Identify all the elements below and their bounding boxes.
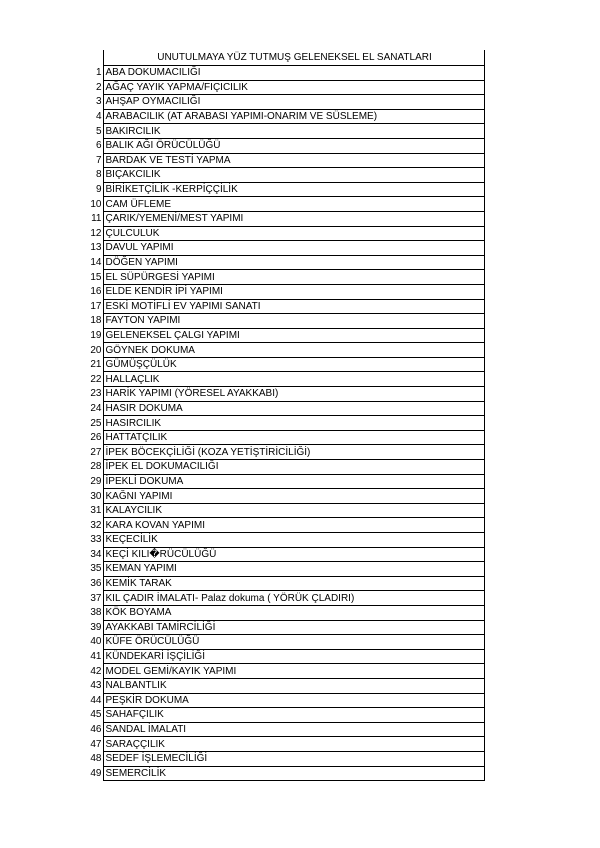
craft-name: BALIK AĞI ÖRÜCÜLÜĞÜ [103,138,484,153]
table-row [88,401,484,416]
table-row [88,576,484,591]
spreadsheet-page [88,50,484,781]
table-row [88,357,484,372]
row-number: 8 [95,169,102,181]
craft-name: KAĞNI YAPIMI [103,489,484,504]
row-number: 3 [95,96,102,108]
row-number: 14 [90,257,102,269]
row-number: 32 [90,519,102,531]
row-number: 15 [90,271,102,283]
table-row [88,591,484,606]
row-number: 31 [90,505,102,517]
table-row [88,372,484,387]
row-number: 35 [90,563,102,575]
table-row [88,270,484,285]
table-header-row [88,50,484,66]
table-row [88,722,484,737]
row-number: 37 [90,592,102,604]
table-row [88,197,484,212]
row-number: 25 [90,417,102,429]
craft-name: ÇARIK/YEMENİ/MEST YAPIMI [103,211,484,226]
craft-name: İPEK BÖCEKÇİLİĞİ (KOZA YETİŞTİRİCİLİĞİ) [103,445,484,460]
table-row [88,66,484,81]
craft-name: İPEKLİ DOKUMA [103,474,484,489]
craft-name: ELDE KENDİR İPİ YAPIMI [103,284,484,299]
craft-name: NALBANTLIK [103,678,484,693]
row-number: 5 [95,125,102,137]
craft-name: BARDAK VE TESTİ YAPMA [103,153,484,168]
row-number: 6 [95,140,102,152]
row-number: 33 [90,534,102,546]
craft-name: BİRİKETÇİLİK -KERPİÇÇİLİK [103,182,484,197]
craft-name: HALLAÇLIK [103,372,484,387]
craft-name: FAYTON YAPIMI [103,314,484,329]
row-number: 10 [90,198,102,210]
craft-name: KIL ÇADIR İMALATI- Palaz dokuma ( YÖRÜK ÇLADIRI) [103,591,484,606]
table-row [88,664,484,679]
row-number: 34 [90,548,102,560]
craft-name: EL SÜPÜRGESİ YAPIMI [103,270,484,285]
row-number: 16 [90,286,102,298]
craft-name: KEMİK TARAK [103,576,484,591]
row-number: 29 [90,475,102,487]
table-row [88,489,484,504]
craft-name: DAVUL YAPIMI [103,241,484,256]
row-number: 39 [90,621,102,633]
craft-name: SAHAFÇILIK [103,708,484,723]
table-row [88,124,484,139]
row-number: 22 [90,373,102,385]
table-row [88,620,484,635]
row-number: 48 [90,753,102,765]
table-row [88,649,484,664]
row-number: 21 [90,359,102,371]
table-row [88,416,484,431]
craft-name: ABA DOKUMACILIĞI [103,66,484,81]
craft-name: ARABACILIK (AT ARABASI YAPIMI-ONARIM VE SÜSLEME) [103,109,484,124]
craft-name: SEMERCİLİK [103,766,484,781]
table-row [88,430,484,445]
table-row [88,518,484,533]
row-number: 11 [91,213,102,225]
craft-name: PEŞKİR DOKUMA [103,693,484,708]
row-number: 13 [90,242,102,254]
craft-name: BIÇAKCILIK [103,168,484,183]
table-row [88,314,484,329]
craft-name: ÇULCULUK [103,226,484,241]
table-row [88,693,484,708]
craft-name: KÜFE ÖRÜCÜLÜĞÜ [103,635,484,650]
craft-name: KEMAN YAPIMI [103,562,484,577]
table-row [88,751,484,766]
row-number: 17 [90,300,102,312]
craft-name: SEDEF İŞLEMECİLİĞİ [103,751,484,766]
row-number: 7 [95,154,102,166]
row-number: 12 [90,227,102,239]
row-number: 49 [90,767,102,779]
craft-name: BAKIRCILIK [103,124,484,139]
table-row [88,299,484,314]
craft-name: KARA KOVAN YAPIMI [103,518,484,533]
craft-name: GÜMÜŞÇÜLÜK [103,357,484,372]
row-number: 26 [90,432,102,444]
table-row [88,766,484,781]
row-number: 9 [95,184,102,196]
craft-name: SANDAL İMALATI [103,722,484,737]
craft-name: KÜNDEKARİ İŞÇİLİĞİ [103,649,484,664]
craft-name: AYAKKABI TAMİRCİLİĞİ [103,620,484,635]
table-row [88,153,484,168]
craft-name: DÖĞEN YAPIMI [103,255,484,270]
table-row [88,460,484,475]
row-number: 42 [90,665,102,677]
row-number: 41 [90,651,102,663]
table-row [88,533,484,548]
table-row [88,241,484,256]
row-number: 4 [95,111,102,123]
table-row [88,182,484,197]
row-number: 23 [90,388,102,400]
table-row [88,95,484,110]
craft-name: İPEK EL DOKUMACILIĞI [103,460,484,475]
table-row [88,547,484,562]
craft-name: AĞAÇ YAYIK YAPMA/FIÇICILIK [103,80,484,95]
row-number: 43 [90,680,102,692]
row-number: 36 [90,578,102,590]
row-number: 27 [90,446,102,458]
table-row [88,605,484,620]
craft-name: ESKİ MOTİFLİ EV YAPIMI SANATI [103,299,484,314]
table-row [88,226,484,241]
craft-name: AHŞAP OYMACILIĞI [103,95,484,110]
row-number: 30 [90,490,102,502]
table-row [88,503,484,518]
row-number: 47 [90,738,102,750]
table-row [88,708,484,723]
table-row [88,138,484,153]
craft-name: CAM ÜFLEME [103,197,484,212]
crafts-table [88,50,485,781]
table-row [88,168,484,183]
table-row [88,474,484,489]
row-number: 1 [95,67,102,79]
table-row [88,343,484,358]
craft-name: KALAYCILIK [103,503,484,518]
row-number: 24 [90,402,102,414]
craft-name: SARAÇÇILIK [103,737,484,752]
table-row [88,445,484,460]
row-number: 19 [90,329,102,341]
row-number: 40 [90,636,102,648]
craft-name: HATTATÇILIK [103,430,484,445]
craft-name: KEÇİ KILI�RÜCÜLÜĞÜ [103,547,484,562]
row-number: 46 [90,724,102,736]
table-row [88,562,484,577]
table-row [88,211,484,226]
row-number: 38 [90,607,102,619]
row-number: 44 [90,694,102,706]
table-row [88,737,484,752]
craft-name: MODEL GEMİ/KAYIK YAPIMI [103,664,484,679]
table-row [88,109,484,124]
craft-name: GELENEKSEL ÇALGI YAPIMI [103,328,484,343]
row-number: 20 [90,344,102,356]
craft-name: KÖK BOYAMA [103,605,484,620]
row-number: 18 [90,315,102,327]
table-row [88,80,484,95]
craft-name: HARİK YAPIMI (YÖRESEL AYAKKABI) [103,387,484,402]
table-row [88,635,484,650]
table-row [88,255,484,270]
table-title: UNUTULMAYA YÜZ TUTMUŞ GELENEKSEL EL SANATLARI [103,50,484,66]
craft-name: HASIR DOKUMA [103,401,484,416]
craft-name: KEÇECİLİK [103,533,484,548]
table-row [88,678,484,693]
table-row [88,387,484,402]
header-number-cell [88,50,103,66]
row-number: 28 [90,461,102,473]
table-row [88,328,484,343]
craft-name: GÖYNEK DOKUMA [103,343,484,358]
craft-name: HASIRCILIK [103,416,484,431]
table-row [88,284,484,299]
row-number: 2 [95,81,102,93]
row-number: 45 [90,709,102,721]
